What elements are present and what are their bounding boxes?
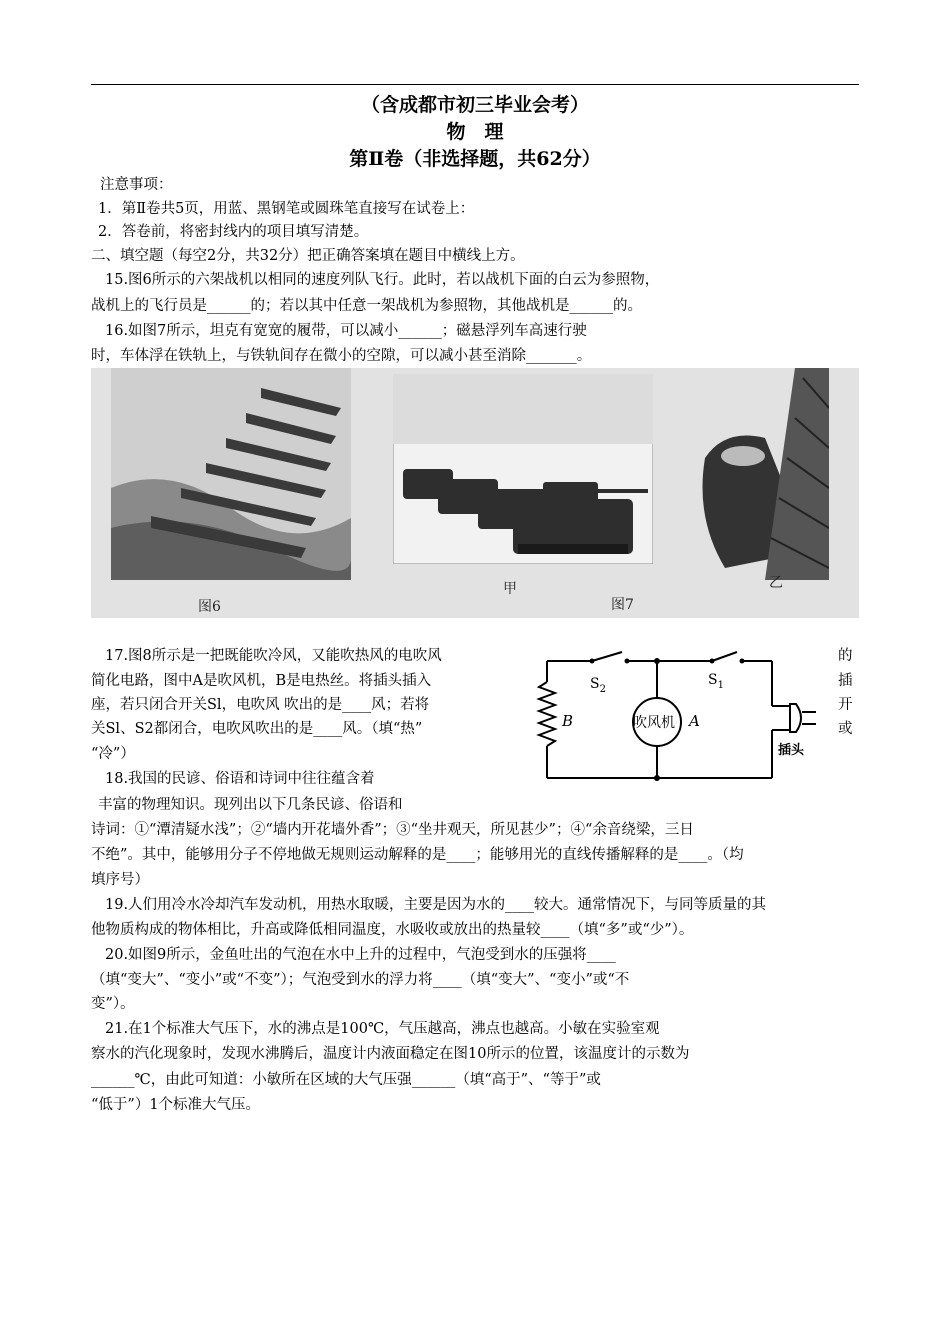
q21-line-4: “低于”）1个标准大气压。 [91, 1097, 261, 1113]
q17-line-3: 座，若只闭合开关Sl，电吹风 吹出的是____风；若将 [91, 697, 430, 713]
fig7-jia-label: 甲 [503, 581, 517, 597]
q17-line-3-end: 开 [838, 697, 853, 713]
plug-label: 插头 [778, 743, 805, 758]
q20-line-3: 变”）。 [91, 996, 135, 1012]
q17-line-5: “冷”） [91, 746, 135, 762]
q17-line-4: 关Sl、S2都闭合，电吹风吹出的是____风。（填“热” [91, 721, 423, 737]
q21-line-2: 察水的汽化现象时，发现水沸腾后，温度计内液面稳定在图10所示的位置，该温度计的示数为 [91, 1046, 690, 1062]
q19-line-2: 他物质构成的物体相比，升高或降低相同温度，水吸收或放出的热量较____（填“多”或“少”）。 [91, 922, 694, 938]
q17-line-4-end: 或 [838, 721, 853, 737]
q21-line-1: 21.在1个标准大气压下，水的沸点是100℃，气压越高，沸点也越高。小敏在实验室观 [105, 1021, 660, 1037]
fig7-yi-label: 乙 [769, 575, 783, 591]
q17-line-2: 简化电路，图中A是吹风机，B是电热丝。将插头插入 [91, 673, 432, 689]
q17-line-2-end: 插 [838, 673, 853, 689]
q15-line-2: 战机上的飞行员是______的；若以其中任意一架战机为参照物，其他战机是______的。 [91, 298, 642, 314]
motor-a-label: A [689, 712, 700, 730]
fig6-caption: 图6 [198, 599, 221, 615]
circuit-diagram [532, 646, 822, 786]
paper-title: 第Ⅱ卷（非选择题，共62分） [349, 148, 601, 170]
q17-line-1-end: 的 [838, 648, 853, 664]
switch-s1-label: $S_1$ [708, 672, 724, 691]
q20-line-1: 20.如图9所示，金鱼吐出的气泡在水中上升的过程中，气泡受到水的压强将____ [105, 947, 616, 963]
notes-item-1: 1．第Ⅱ卷共5页，用蓝、黑钢笔或圆珠笔直接写在试卷上： [98, 201, 475, 217]
top-rule [91, 84, 859, 85]
resistor-b-label: B [562, 712, 574, 730]
maglev-photo [685, 368, 829, 580]
q16-line-2: 时，车体浮在铁轨上，与铁轨间存在微小的空隙，可以减小甚至消除_______。 [91, 348, 592, 364]
exam-subtitle: （含成都市初三毕业会考） [360, 94, 589, 116]
q17-line-1: 17.图8所示是一把既能吹冷风，又能吹热风的电吹风 [105, 648, 442, 664]
q19-line-1: 19.人们用冷水冷却汽车发动机，用热水取暖，主要是因为水的____较大。通常情况下，与同等质量的其 [105, 897, 767, 913]
q21-line-3: ______℃，由此可知道：小敏所在区域的大气压强______（填“高于”、“等于”或 [91, 1072, 601, 1088]
notes-item-2: 2．答卷前，将密封线内的项目填写清楚。 [98, 224, 369, 240]
q18-line-1: 18.我国的民谚、俗语和诗词中往往蕴含着 [105, 771, 375, 787]
q15-line-1: 15.图6所示的六架战机以相同的速度列队飞行。此时，若以战机下面的白云为参照物， [105, 272, 660, 288]
motor-label: 吹风机 [633, 715, 675, 731]
subject-title: 物 理 [446, 121, 504, 143]
figure-band [91, 368, 859, 618]
q18-line-4: 不绝”。其中，能够用分子不停地做无规则运动解释的是____；能够用光的直线传播解释的是____。（均 [91, 847, 744, 863]
q20-line-2: （填“变大”、“变小”或“不变”）；气泡受到水的浮力将____（填“变大”、“变小”或“不 [91, 972, 630, 988]
tanks-photo [393, 374, 653, 564]
q18-line-5: 填序号） [91, 872, 149, 888]
jets-photo [111, 368, 351, 580]
q16-line-1: 16.如图7所示，坦克有宽宽的履带，可以减小______；磁悬浮列车高速行驶 [105, 323, 587, 339]
q18-line-2: 丰富的物理知识。现列出以下几条民谚、俗语和 [98, 797, 403, 813]
switch-s2-label: $S_2$ [590, 676, 606, 695]
fig7-caption: 图7 [611, 597, 634, 613]
notes-heading: 注意事项： [100, 177, 173, 193]
section-heading: 二、填空题（每空2分，共32分）把正确答案填在题目中横线上方。 [91, 248, 525, 264]
q18-line-3: 诗词：①“潭清疑水浅”；②“墙内开花墙外香”；③“坐井观天，所见甚少”；④“余音绕梁，三日 [91, 822, 694, 838]
